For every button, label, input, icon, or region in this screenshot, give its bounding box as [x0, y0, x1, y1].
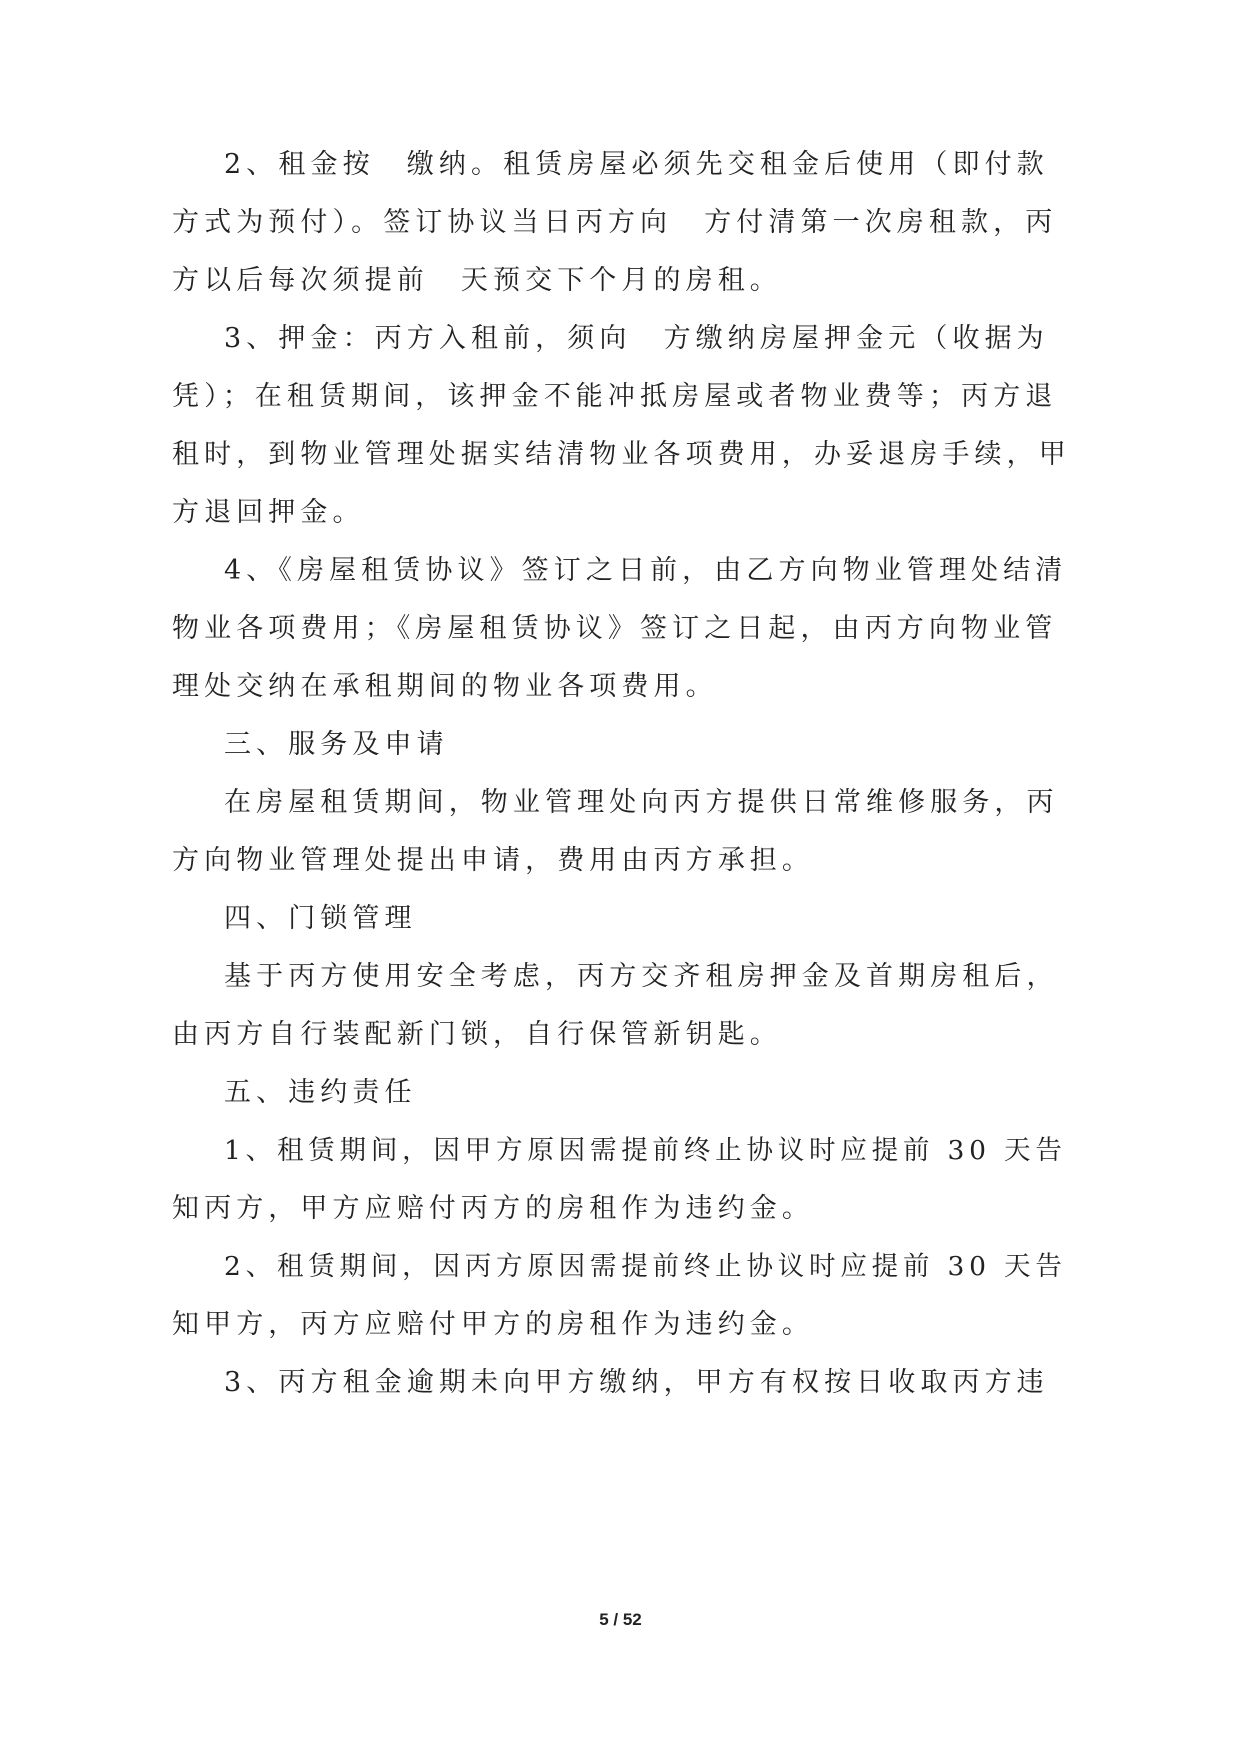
text-line: 在房屋租赁期间，物业管理处向丙方提供日常维修服务，丙	[224, 787, 1059, 818]
section-heading: 四、门锁管理	[224, 903, 417, 934]
text-line: 4、《房屋租赁协议》签订之日前，由乙方向物业管理处结清	[224, 555, 1068, 586]
section-heading: 三、服务及申请	[224, 729, 449, 760]
text-line: 理处交纳在承租期间的物业各项费用。	[172, 671, 718, 702]
text-line: 方式为预付）。签订协议当日丙方向 方付清第一次房租款，丙	[172, 207, 1058, 238]
text-line: 方向物业管理处提出申请，费用由丙方承担。	[172, 845, 814, 876]
section-heading: 五、违约责任	[224, 1077, 417, 1108]
text-line: 由丙方自行装配新门锁，自行保管新钥匙。	[172, 1019, 782, 1050]
text-line: 基于丙方使用安全考虑，丙方交齐租房押金及首期房租后，	[224, 961, 1059, 992]
text-line: 2、租金按 缴纳。租赁房屋必须先交租金后使用（即付款	[224, 149, 1049, 180]
text-line: 2、租赁期间，因丙方原因需提前终止协议时应提前 30 天告	[224, 1251, 1067, 1282]
text-line: 3、押金：丙方入租前，须向 方缴纳房屋押金元（收据为	[224, 323, 1049, 354]
text-line: 方以后每次须提前 天预交下个月的房租。	[172, 265, 782, 296]
text-line: 3、丙方租金逾期未向甲方缴纳，甲方有权按日收取丙方违	[224, 1367, 1049, 1398]
text-line: 知甲方，丙方应赔付甲方的房租作为违约金。	[172, 1309, 814, 1340]
text-line: 1、租赁期间，因甲方原因需提前终止协议时应提前 30 天告	[224, 1135, 1067, 1166]
text-line: 凭）；在租赁期间，该押金不能冲抵房屋或者物业费等；丙方退	[172, 381, 1058, 412]
text-line: 物业各项费用；《房屋租赁协议》签订之日起，由丙方向物业管	[172, 613, 1058, 644]
text-line: 租时，到物业管理处据实结清物业各项费用，办妥退房手续，甲	[172, 439, 1071, 470]
text-line: 方退回押金。	[172, 497, 365, 528]
text-line: 知丙方，甲方应赔付丙方的房租作为违约金。	[172, 1193, 814, 1224]
page-number: 5 / 52	[599, 1610, 642, 1629]
